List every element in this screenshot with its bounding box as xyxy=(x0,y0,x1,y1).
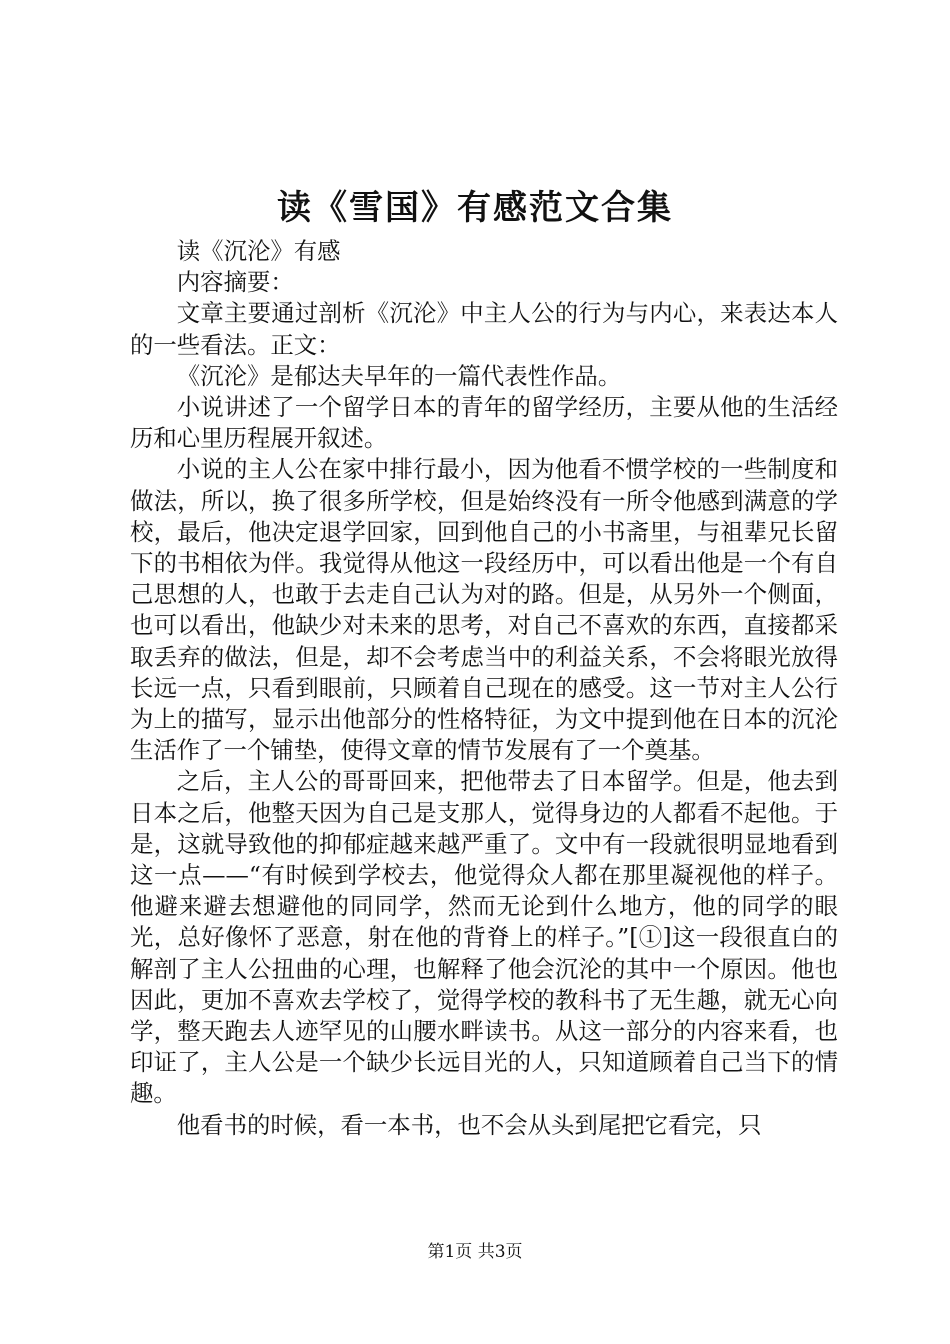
document-body xyxy=(130,236,838,1141)
paragraph: 之后，主人公的哥哥回来，把他带去了日本留学。但是，他去到日本之后，他整天因为自己是支那人，觉得身边的人都看不起他。于是，这就导致他的抑郁症越来越严重了。文中有一段就很明显地看到这一点——“有时候到学校去，他觉得众人都在那里凝视他的样子。他避来避去想避他的同同学，然而无论到什么地方，他的同学的眼光，总好像怀了恶意，射在他的背脊上的样子。”[①]这一段很直白的解剖了主人公扭曲的心理，也解释了他会沉沦的其中一个原因。他也因此，更加不喜欢去学校了，觉得学校的教科书了无生趣，就无心向学，整天跑去人迹罕见的山腰水畔读书。从这一部分的内容来看，也印证了，主人公是一个缺少长远目光的人，只知道顾着自己当下的情趣。 xyxy=(130,767,838,1108)
paragraph-subtitle: 读《沉沦》有感 xyxy=(176,237,341,265)
paragraph: 《沉沦》是郁达夫早年的一篇代表性作品。 xyxy=(176,361,622,390)
paragraph: 小说讲述了一个留学日本的青年的留学经历，主要从他的生活经历和心里历程展开叙述。 xyxy=(130,393,838,453)
paragraph: 他看书的时候，看一本书，也不会从头到尾把它看完，只 xyxy=(176,1110,762,1139)
paragraph-abstract: 文章主要通过剖析《沉沦》中主人公的行为与内心，来表达本人的一些看法。正文： xyxy=(130,299,838,359)
page-number-footer: 第1页 共3页 xyxy=(427,1242,523,1262)
document-title: 读《雪国》有感范文合集 xyxy=(277,188,673,228)
paragraph: 小说的主人公在家中排行最小，因为他看不惯学校的一些制度和做法，所以，换了很多所学校，但是始终没有一所令他感到满意的学校，最后，他决定退学回家，回到他自己的小书斋里，与祖辈兄长留下的书相依为伴。我觉得从他这一段经历中，可以看出他是一个有自己思想的人，也敢于去走自己认为对的路。但是，从另外一个侧面，也可以看出，他缺少对未来的思考，对自己不喜欢的东西，直接都采取丢弃的做法，但是，却不会考虑当中的利益关系，不会将眼光放得长远一点，只看到眼前，只顾着自己现在的感受。这一节对主人公行为上的描写，显示出他部分的性格特征，为文中提到他在日本的沉沦生活作了一个铺垫，使得文章的情节发展有了一个奠基。 xyxy=(130,455,838,765)
paragraph-abstract-label: 内容摘要： xyxy=(176,268,294,297)
